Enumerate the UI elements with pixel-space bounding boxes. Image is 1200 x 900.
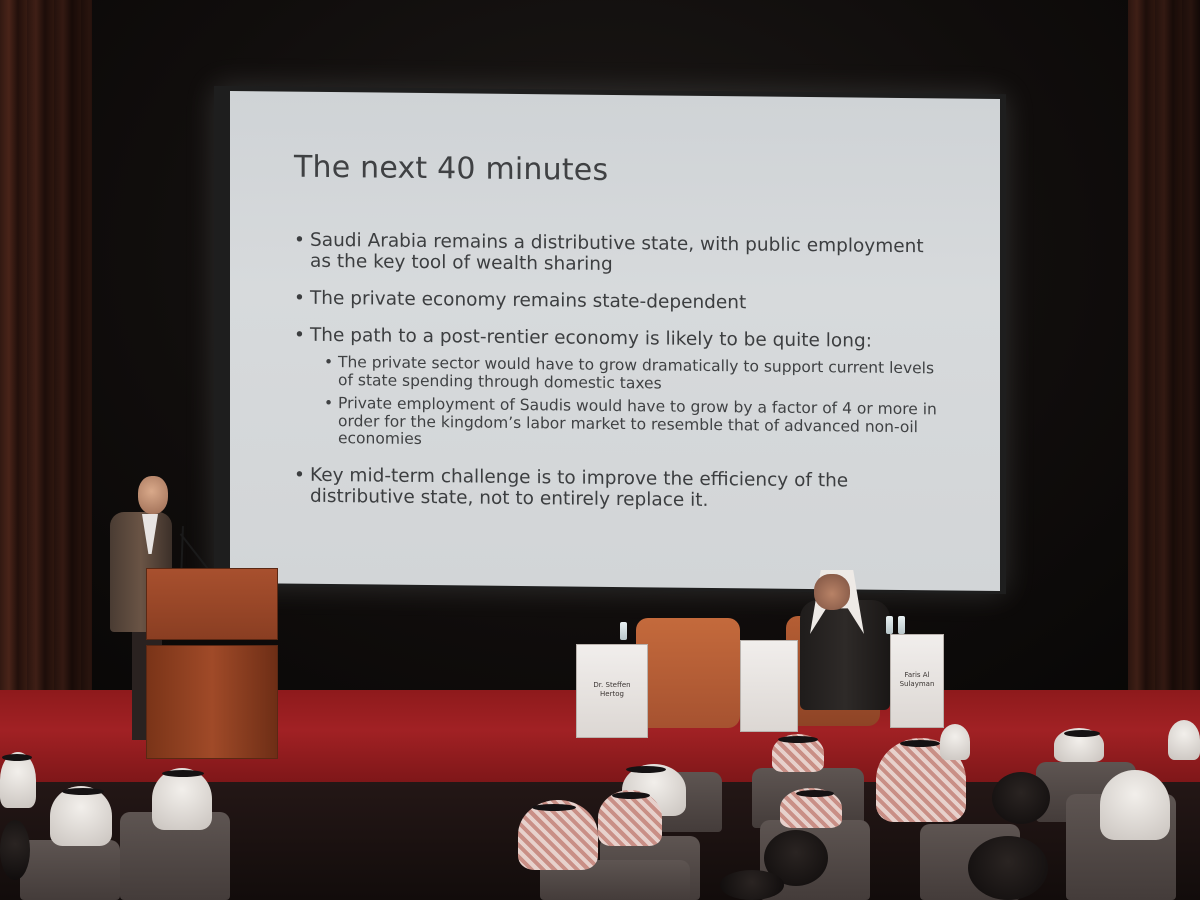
audience-member bbox=[1100, 770, 1170, 840]
slide-title: The next 40 minutes bbox=[294, 149, 609, 188]
audience-member bbox=[0, 820, 30, 880]
audience-member bbox=[152, 768, 212, 830]
agal-headband bbox=[2, 754, 32, 761]
panelist-face bbox=[814, 574, 850, 610]
curtain-left bbox=[0, 0, 92, 720]
agal-headband bbox=[626, 766, 666, 773]
audience-member bbox=[50, 786, 112, 846]
agal-headband bbox=[796, 790, 834, 797]
audience-member bbox=[720, 870, 784, 900]
slide-bullet-3: • The path to a post-rentier economy is likely to be quite long: bbox=[294, 325, 950, 353]
projected-slide bbox=[230, 91, 1000, 591]
slide-bullet-2: • The private economy remains state-dependent bbox=[294, 288, 950, 316]
audience-member bbox=[968, 836, 1048, 900]
agal-headband bbox=[62, 788, 104, 795]
agal-headband bbox=[778, 736, 818, 743]
podium-base bbox=[146, 645, 278, 759]
audience-member bbox=[940, 724, 970, 760]
agal-headband bbox=[612, 792, 650, 799]
side-table bbox=[740, 640, 798, 732]
agal-headband bbox=[162, 770, 204, 777]
agal-headband bbox=[1064, 730, 1100, 737]
water-bottle bbox=[620, 622, 627, 640]
nameplate-left-text: Dr. Steffen Hertog bbox=[593, 681, 631, 698]
agal-headband bbox=[900, 740, 940, 747]
nameplate-right bbox=[890, 634, 944, 728]
speaker-head bbox=[138, 476, 168, 514]
slide-sub-bullet-1: • The private sector would have to grow dramatically to support current levels of state spending through domestic taxes bbox=[324, 354, 938, 395]
water-bottle bbox=[898, 616, 905, 634]
audience-member bbox=[992, 772, 1050, 824]
slide-bullet-1: • Saudi Arabia remains a distributive state, with public employment as the key tool of wealth sharing bbox=[294, 230, 950, 279]
nameplate-right-text: Faris Al Sulayman bbox=[899, 671, 935, 688]
slide-bullet-4: • Key mid-term challenge is to improve the efficiency of the distributive state, not to entirely replace it. bbox=[294, 465, 950, 514]
water-bottle bbox=[886, 616, 893, 634]
audience-seat bbox=[20, 840, 120, 900]
slide-sub-bullet-2: • Private employment of Saudis would have to grow by a factor of 4 or more in order for the kingdom’s labor market to resemble that of advanced non-oil economies bbox=[324, 395, 938, 454]
audience-member bbox=[1168, 720, 1200, 760]
podium-top bbox=[146, 568, 278, 640]
empty-armchair bbox=[636, 618, 740, 728]
curtain-right bbox=[1128, 0, 1200, 720]
agal-headband bbox=[532, 804, 576, 811]
nameplate-left bbox=[576, 644, 648, 738]
